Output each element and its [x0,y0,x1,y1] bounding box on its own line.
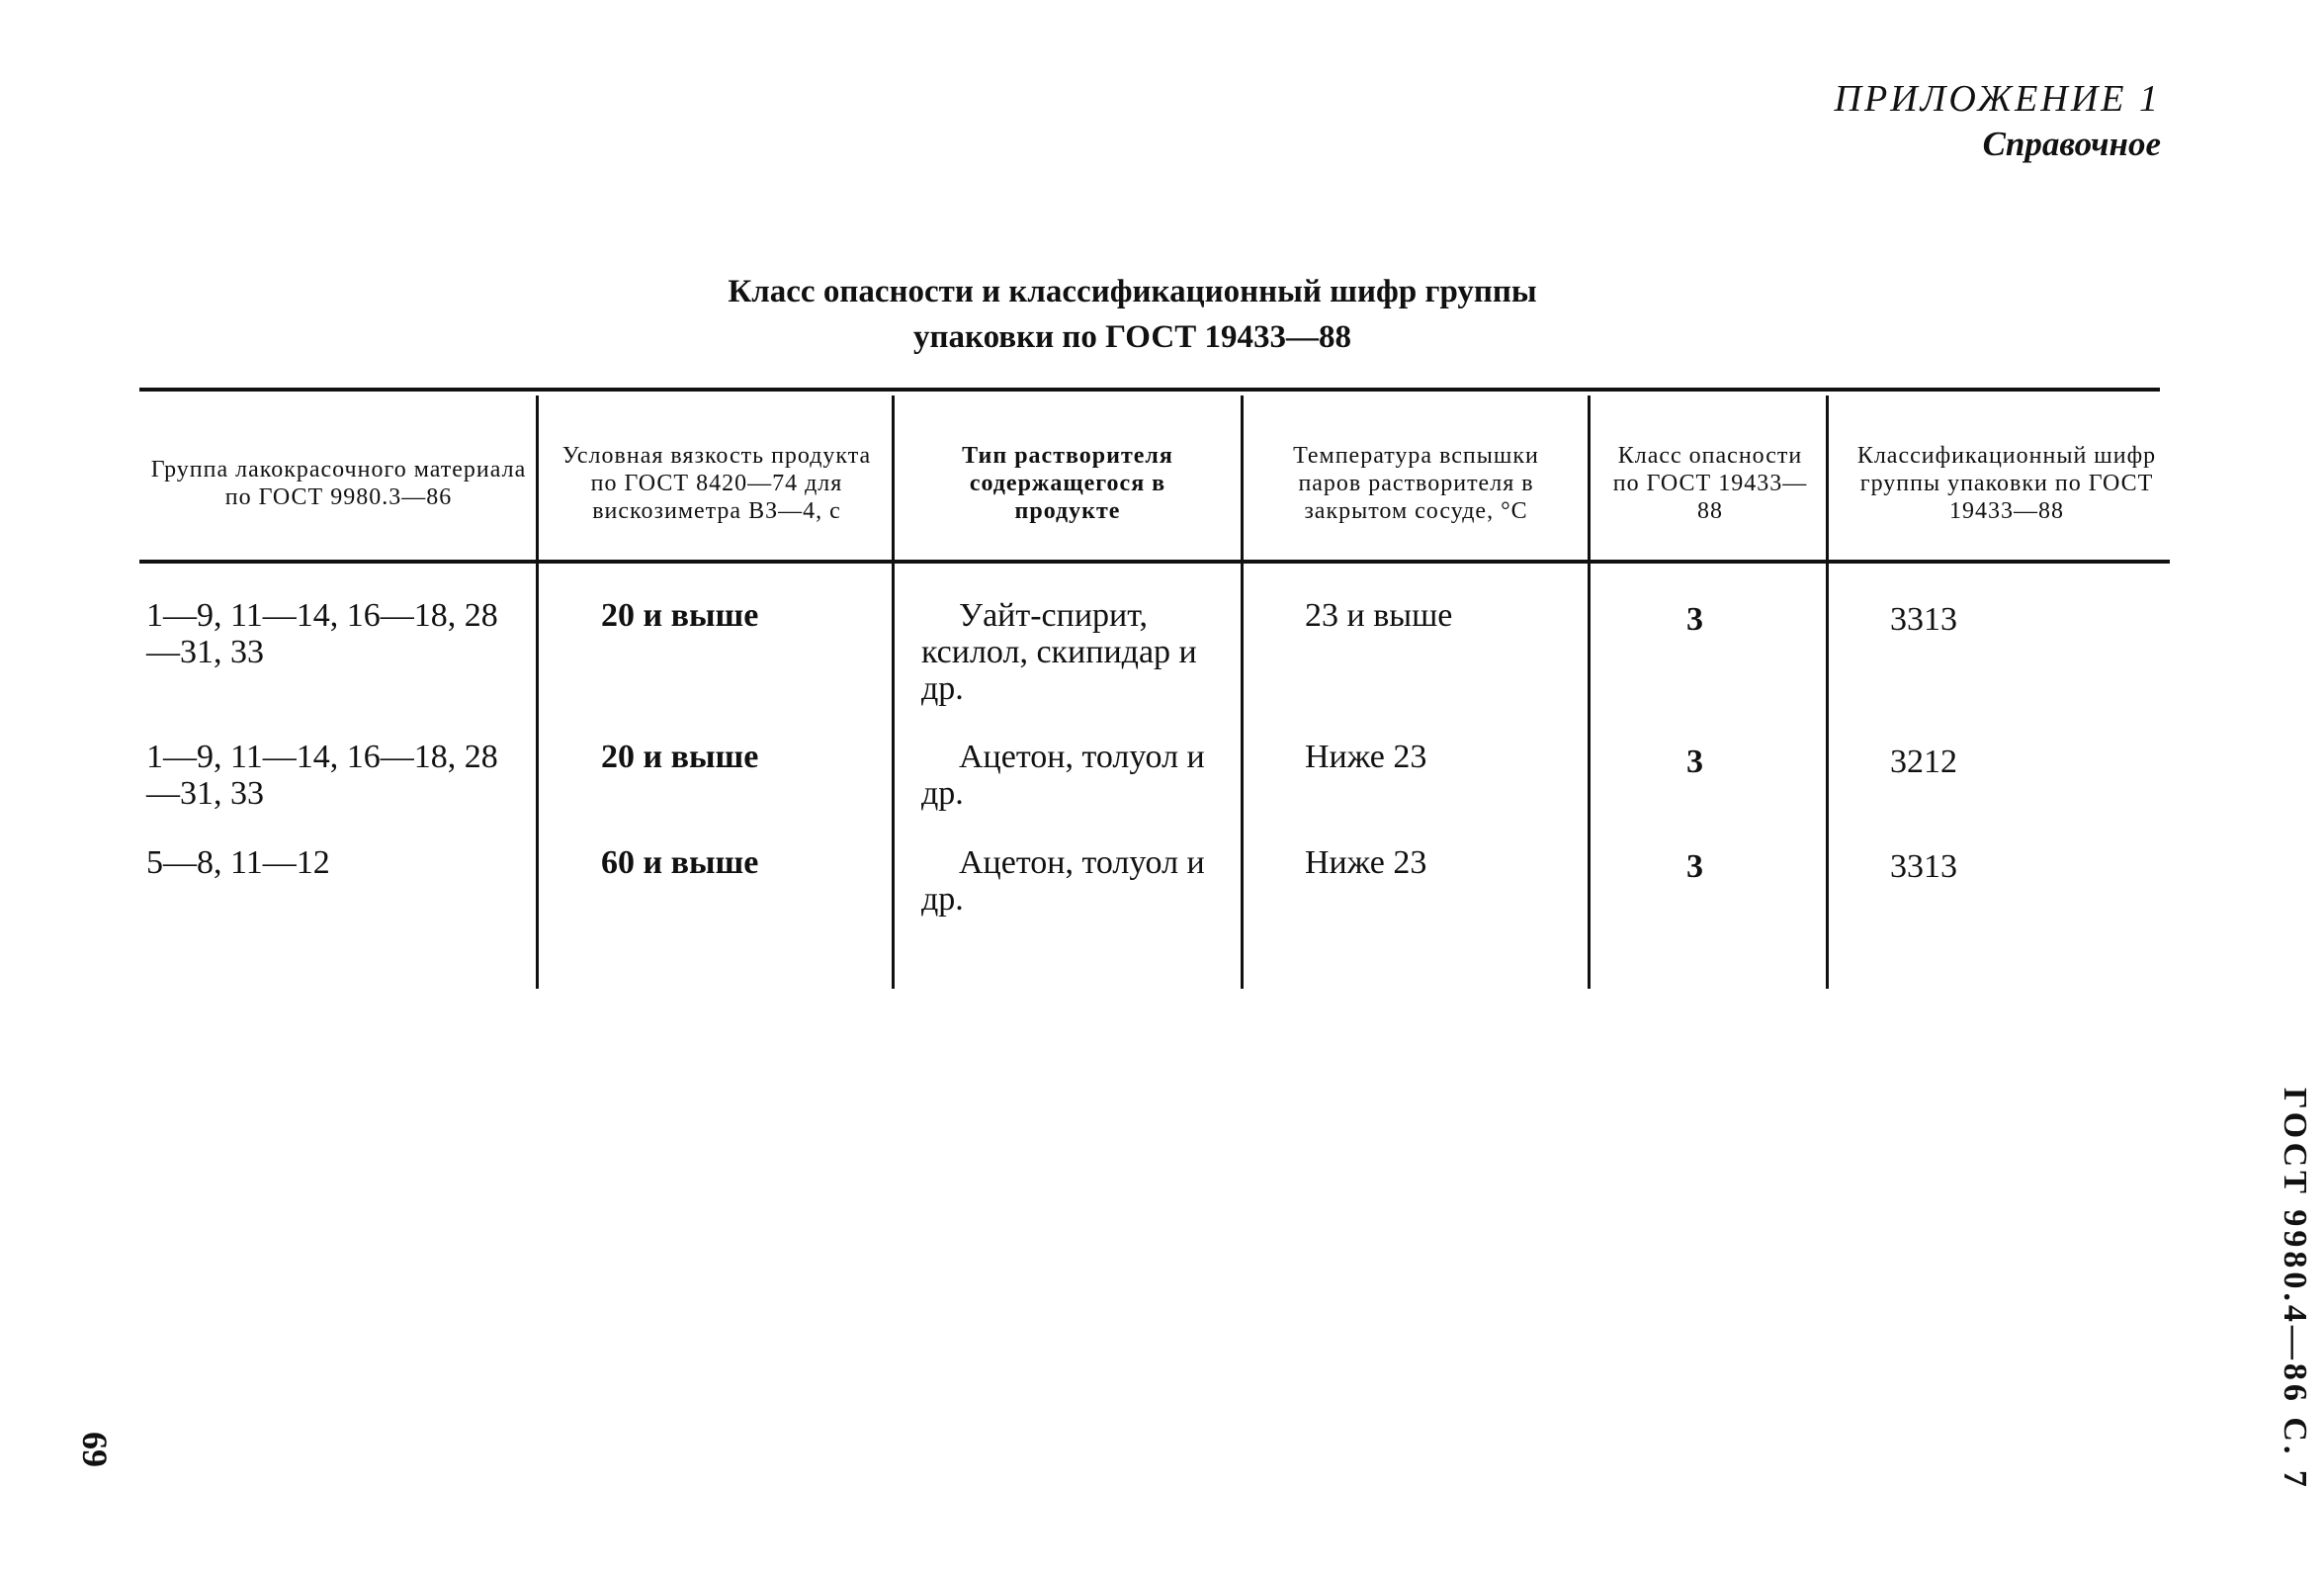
table-row-3-flash-point: Ниже 23 [1305,844,1427,881]
table-row-3-class: 3 [1686,848,1703,885]
table-top-rule [139,388,2160,392]
table-row-1-group: 1—9, 11—14, 16—18, 28—31, 33 [146,597,498,670]
table-row-2-solvent: Ацетон, толуол и др. [921,739,1205,812]
column-divider [1241,395,1244,989]
table-row-2-viscosity: 20 и выше [601,739,759,775]
header-hazard-class: Класс опасности по ГОСТ 19433—88 [1612,443,1808,524]
table-row-3-viscosity: 60 и выше [601,844,759,881]
header-solvent-type: Тип растворителя содержащегося в продукте [962,443,1173,524]
header-flash-point: Температура вспышки паров растворителя в закрытом сосуде, °С [1293,443,1539,524]
appendix-heading [1835,77,2161,164]
header-packing-code: Классификационный шифр группы упаковки по ГОСТ 19433—88 [1856,443,2157,524]
table-title-line2: упаковки по ГОСТ 19433—88 [913,319,1351,355]
column-divider [1826,395,1829,989]
page-number: 69 [75,1432,115,1467]
header-viscosity: Условная вязкость продукта по ГОСТ 8420—74 для вискозиметра ВЗ—4, с [561,443,872,524]
appendix-type: Справочное [1982,125,2161,163]
table-row-2-class: 3 [1686,744,1703,780]
table-row-2-code: 3212 [1890,744,1957,780]
table-row-1-class: 3 [1686,601,1703,638]
table-row-3-solvent: Ацетон, толуол и др. [921,844,1205,918]
table-title [0,269,2324,360]
column-divider [1588,395,1591,989]
header-material-group: Группа лакокрасочного материала по ГОСТ 9980.3—86 [150,457,527,510]
column-divider [892,395,895,989]
table-row-1-code: 3313 [1890,601,1957,638]
table-row-2-group: 1—9, 11—14, 16—18, 28—31, 33 [146,739,498,812]
column-divider [536,395,539,989]
table-row-3-code: 3313 [1890,848,1957,885]
table-row-1-flash-point: 23 и выше [1305,597,1453,634]
appendix-label: ПРИЛОЖЕНИЕ 1 [1834,78,2161,120]
table-row-1-viscosity: 20 и выше [601,597,759,634]
table-row-3-group: 5—8, 11—12 [146,844,330,881]
table-title-line1: Класс опасности и классификационный шифр группы [728,274,1537,309]
table-row-2-flash-point: Ниже 23 [1305,739,1427,775]
side-standard-code: ГОСТ 9980.4—86 С. 7 [2277,1088,2313,1491]
table-row-1-solvent: Уайт-спирит, ксилол, скипидар и др. [921,597,1197,707]
